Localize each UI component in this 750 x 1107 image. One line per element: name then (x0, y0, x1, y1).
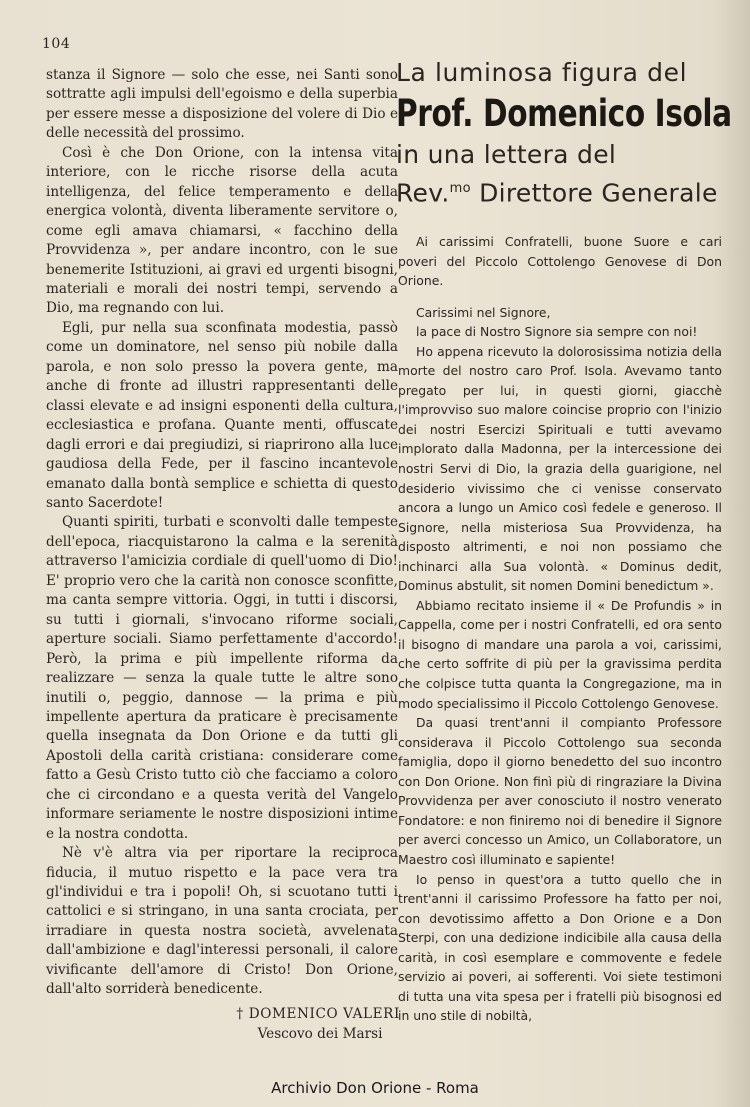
title-line-1: La luminosa figura del (396, 58, 688, 87)
page-number: 104 (42, 36, 71, 52)
letter-greeting: Carissimi nel Signore, (416, 304, 551, 320)
left-column-text (46, 66, 398, 1000)
left-paragraph: Nè v'è altra via per riportare la reciproca fiducia, il mutuo rispetto e la pace vera tra gl'individui e tra i popoli! Oh, si scuotano tutti i cattolici e si stringano, in una santa crociata, per irradiare in questa nostra società, avvelenata dall'ambizione e dagl'interessi personali, il calore vivificante dell'amore di Cristo! Don Orione, dall'alto sorriderà benedicente. (46, 845, 398, 998)
left-paragraph: stanza il Signore — solo che esse, nei Santi sono sottratte agli impulsi dell'egoismo e della superbia per essere messe a disposizione del volere di Dio e delle necessità del prossimo. (46, 67, 398, 142)
title-superscript: mo (449, 181, 471, 196)
letter-paragraph: Ho appena ricevuto la dolorosissima notizia della morte del nostro caro Prof. Isola. Avevamo tanto pregato per lui, in questi giorni, giacchè l'improvviso suo malore coincise proprio con l'inizio dei nostri Esercizi Spirituali e tutti avevamo implorato dalla Madonna, per la intercessione dei nostri Servi di Dio, la grazia della guarigione, nel desiderio vivissimo che ci venisse conservato ancora a lungo un Amico così fedele e generoso. Il Signore, nella misteriosa Sua Provvidenza, ha disposto altrimenti, e noi non possiamo che inchinarci alla Sua volontà. « Dominus dedit, Dominus abstulit, sit nomen Domini benedictum ». (398, 343, 722, 594)
title-rev: Rev. (396, 178, 450, 208)
article-title (396, 56, 732, 210)
letter-paragraph: Io penso in quest'ora a tutto quello che in trent'anni il carissimo Professore ha fatto per noi, con devotissimo affetto a Don Orione e a Don Sterpi, con una dedizione indicibile alla causa della carità, in così esemplare e commovente e fedele servizio ai poveri, ai sofferenti. Voi siete testimoni di tutta una vita spesa per i fratelli più bisognosi ed in uno stile di nobiltà, (398, 871, 722, 1024)
left-paragraph: Egli, pur nella sua sconfinata modestia, passò come un dominatore, nel senso più nobile dalla parola, e non solo presso la povera gente, ma anche di fronte ad illustri rappresentanti delle classi elevate e ad insigni esponenti della cultura, ecclesiastica e profana. Quante menti, offuscate dagli errori e dai pregiudizi, si riaprirono alla luce gaudiosa della Fede, per il fascino incantevole emanato dalla bontà semplice e schietta di questo santo Sacerdote! (46, 319, 398, 511)
right-column-letter (398, 232, 722, 1026)
letter-paragraph: Da quasi trent'anni il compianto Professore considerava il Piccolo Cottolengo sua seconda famiglia, dopo il giorno benedetto del suo incontro con Don Orione. Non finì più di ringraziare la Divina Provvidenza per aver conosciuto il nostro venerato Fondatore: e non finiremo noi di benedire il Signore per averci concesso un Amico, un Collaboratore, un Maestro così illuminato e sapiente! (398, 715, 722, 867)
left-paragraph: Quanti spiriti, turbati e sconvolti dalle tempeste dell'epoca, riacquistarono la calma e la serenità attraverso l'amicizia cordiale di quell'uomo di Dio! E' proprio vero che la carità non conosce sconfitte, ma canta sempre vittoria. Oggi, in tutti i discorsi, su tutti i giornali, s'invocano riforme sociali, aperture sociali. Siamo perfettamente d'accordo! Però, la prima e più impellente riforma da realizzare — senza la quale tutte le altre sono inutili o, peggio, dannose — la prima e più impellente apertura da praticare è precisamente quella insegnata da Don Orione e da tutti gli Apostoli della carità cristiana: considerare come fatto a Gesù Cristo tutto ciò che facciamo a coloro che ci circondano e a questa verità del Vangelo informare seriamente le nostre disposizioni intime e la nostra condotta. (46, 514, 398, 842)
title-line-3: in una lettera del (396, 140, 617, 169)
left-paragraph: Così è che Don Orione, con la intensa vita interiore, con le ricche risorse della acuta intelligenza, del felice temperamento e della energica volontà, diventa liberamente servitore o, come egli amava chiamarsi, « facchino della Provvidenza », per andare incontro, con le sue benemerite Istituzioni, ai gravi ed urgenti bisogni, materiali e morali dei nostri tempi, servendo a Dio, ma regnando con lui. (46, 144, 398, 317)
title-director: Direttore Generale (470, 178, 718, 208)
archive-watermark: Archivio Don Orione - Roma (271, 1079, 479, 1097)
title-name: Prof. Domenico Isola (396, 92, 732, 135)
letter-paragraph: Abbiamo recitato insieme il « De Profundis » in Cappella, come per i nostri Confratelli, ed ora sento il bisogno di mandare una parola a voi, carissimi, che certo soffrite di più per la gravissima perdita che colpisce tutta quanta la Congregazione, ma in modo specialissimo il Piccolo Cottolengo Genovese. (398, 597, 722, 711)
title-line-4 (396, 172, 726, 210)
signature-name: † DOMENICO VALERI (236, 1006, 400, 1022)
letter-paragraph: la pace di Nostro Signore sia sempre con noi! (416, 324, 698, 340)
letter-salutation: Ai carissimi Confratelli, buone Suore e cari poveri del Piccolo Cottolengo Genovese di Don Orione. (398, 234, 722, 289)
signature-block (230, 1004, 400, 1044)
signature-role: Vescovo dei Marsi (257, 1026, 383, 1042)
